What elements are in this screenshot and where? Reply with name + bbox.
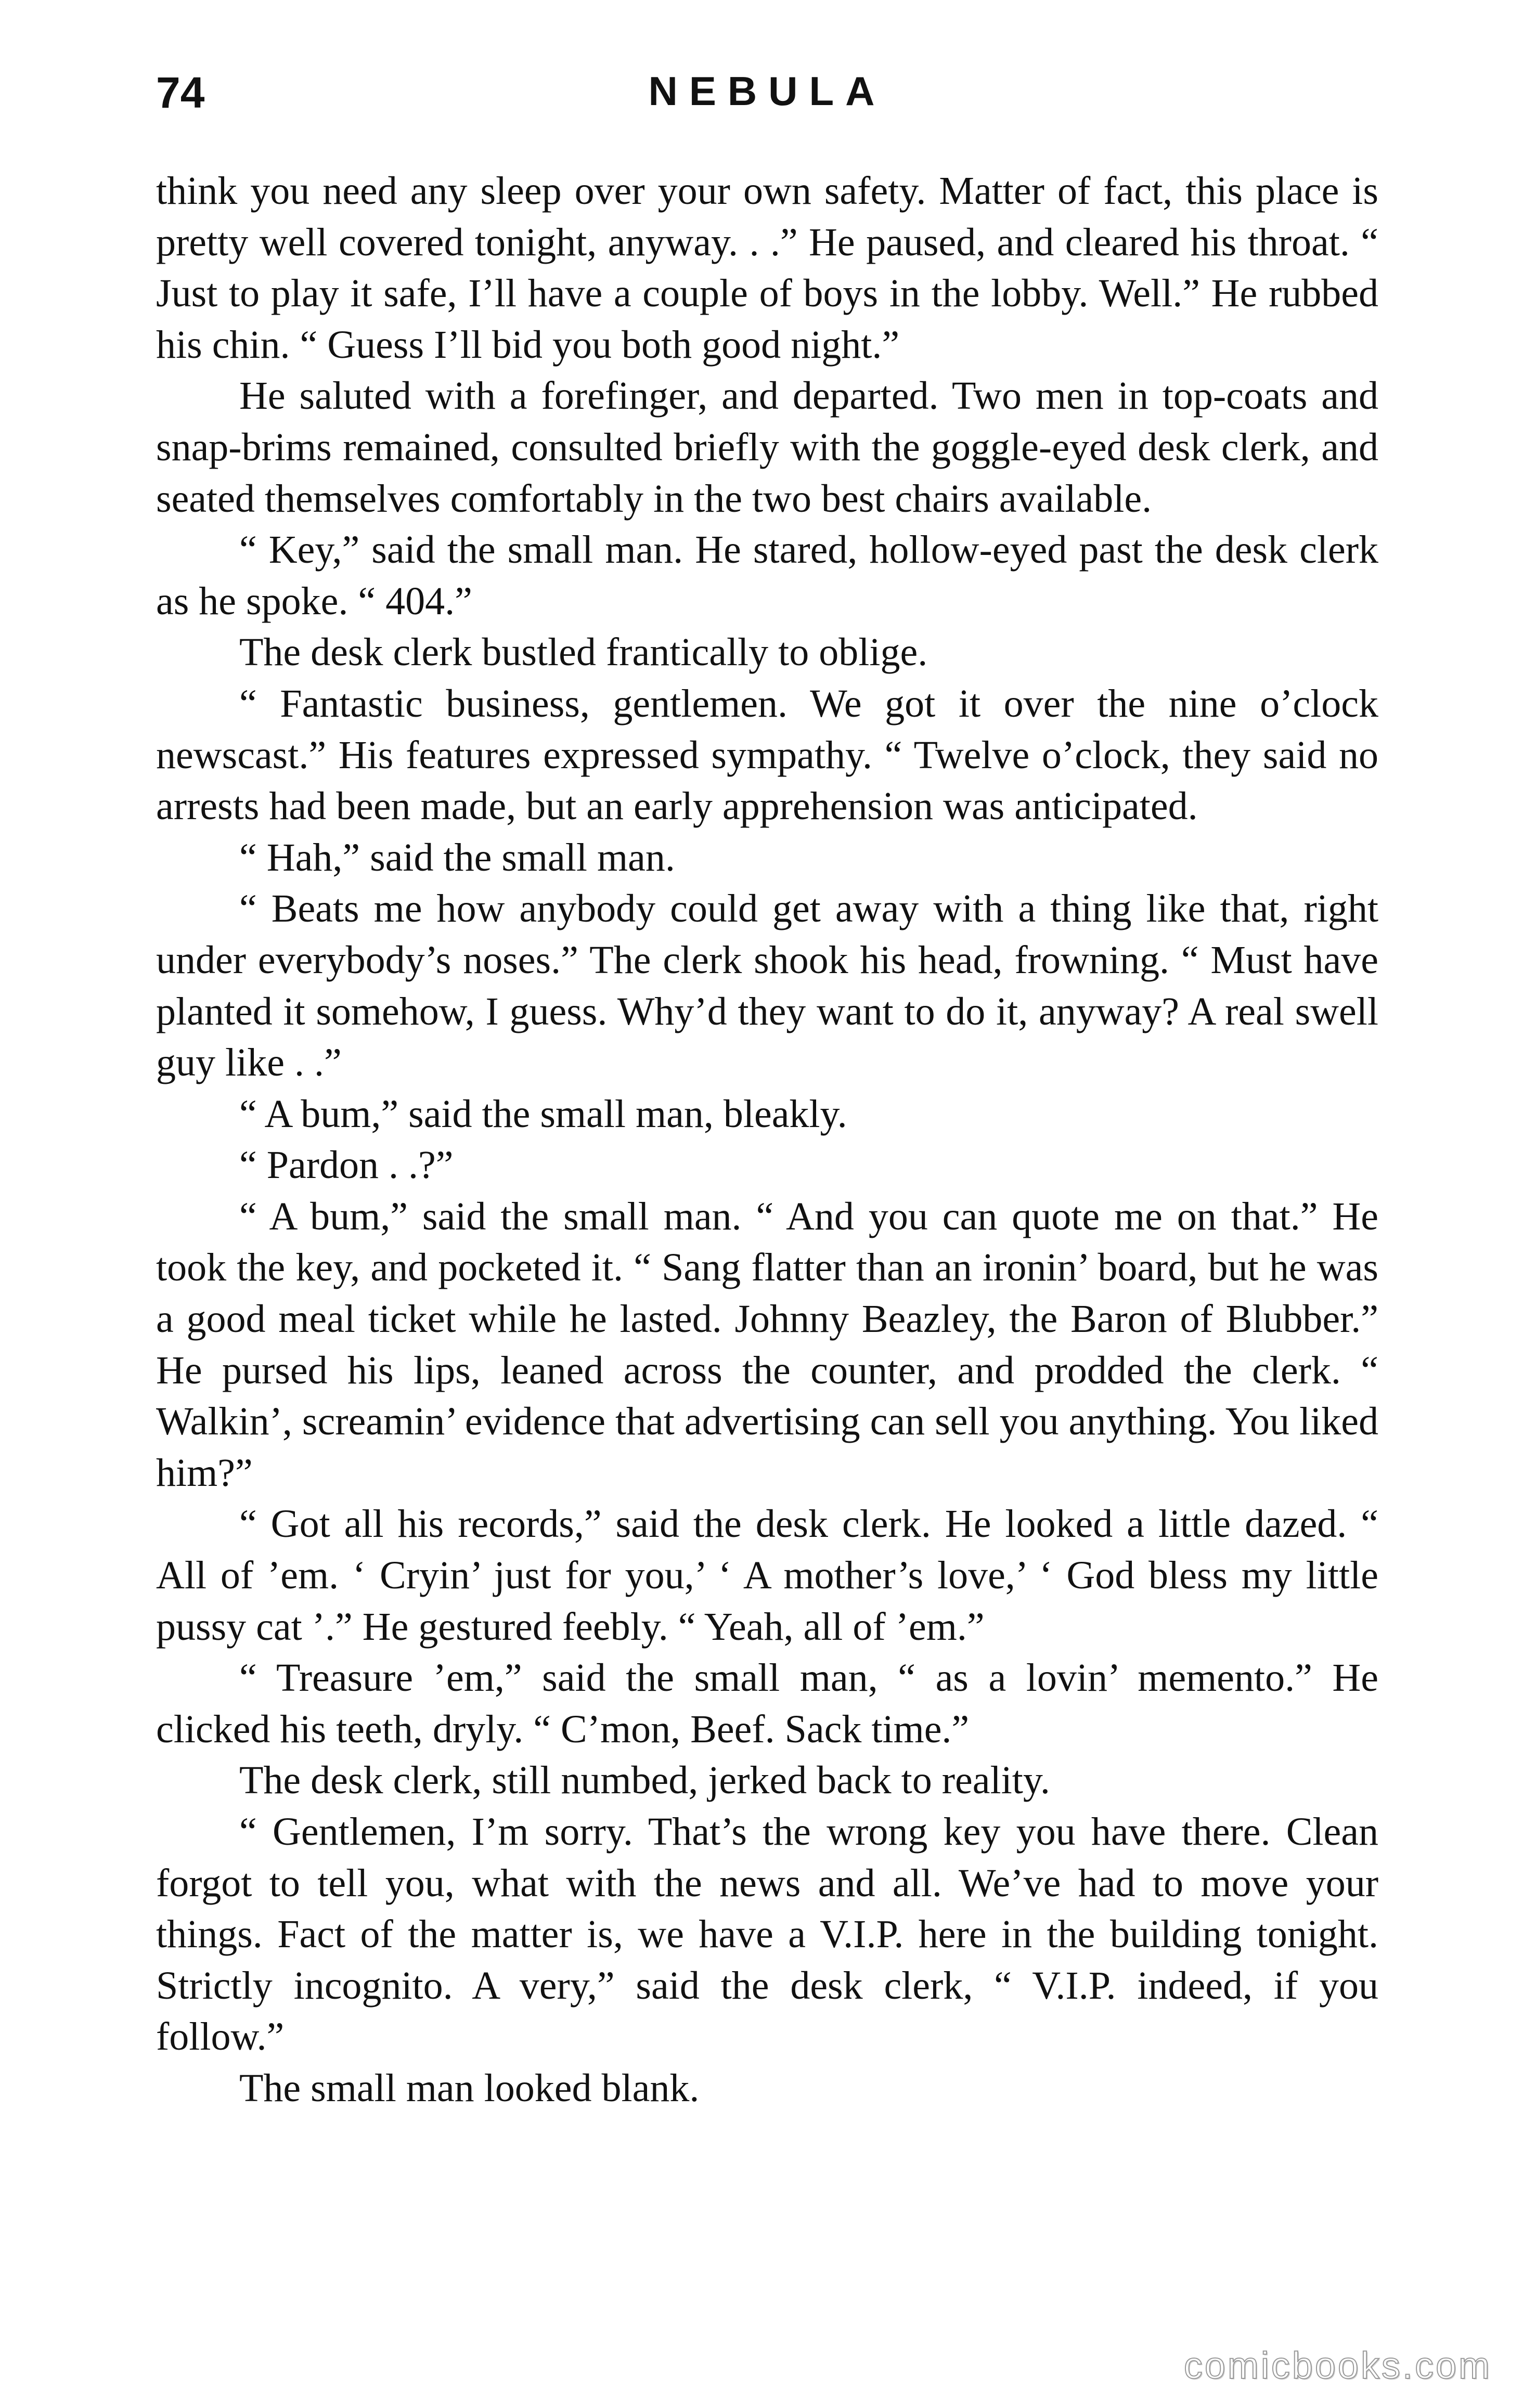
paragraph: The small man looked blank. (239, 2066, 700, 2110)
paragraph: The desk clerk, still numbed, jerked back to reality. (239, 1758, 1050, 1803)
running-title: NEBULA (648, 68, 886, 114)
page-number: 74 (156, 68, 205, 117)
paragraph: think you need any sleep over your own safety. Matter of fact, this place is pretty well covered tonight, anyway. . .” He paused, and cleared his throat. “ Just to play it safe, I’ll have a couple of boys in the lobby. Well.” He rubbed his chin. “ Guess I’ll bid you both good night.” (156, 169, 1378, 367)
paragraph: “ A bum,” said the small man. “ And you can quote me on that.” He took the key, and pocketed it. “ Sang flatter than an ironin’ board, but he was a good meal ticket while he lasted. Johnny Beazley, the Baron of Blubber.” He pursed his lips, leaned across the counter, and prodded the clerk. “ Walkin’, screamin’ evidence that advertising can sell you anything. You liked him?” (156, 1194, 1378, 1495)
body-text (156, 165, 1378, 2114)
paragraph: “ Pardon . .?” (239, 1143, 454, 1187)
paragraph: “ Beats me how anybody could get away with a thing like that, right under everybody’s noses.” The clerk shook his head, frowning. “ Must have planted it somehow, I guess. Why’d they want to do it, anyway? A real swell guy like . .” (156, 887, 1378, 1085)
page-header (156, 68, 1378, 135)
paragraph: “ Treasure ’em,” said the small man, “ as a lovin’ memento.” He clicked his teeth, dryly. “ C’mon, Beef. Sack time.” (156, 1656, 1378, 1751)
paragraph: “ Gentlemen, I’m sorry. That’s the wrong key you have there. Clean forgot to tell you, what with the news and all. We’ve had to move your things. Fact of the matter is, we have a V.I.P. here in the building tonight. Strictly incognito. A very,” said the desk clerk, “ V.I.P. indeed, if you follow.” (156, 1810, 1378, 2059)
watermark: comicbooks.com (1183, 2345, 1492, 2387)
paragraph: “ Hah,” said the small man. (239, 835, 675, 879)
paragraph: “ A bum,” said the small man, bleakly. (239, 1092, 847, 1136)
paragraph: He saluted with a forefinger, and departed. Two men in top-coats and snap-brims remained, consulted briefly with the goggle-eyed desk clerk, and seated themselves comfortably in the two best chairs available. (156, 374, 1378, 521)
paragraph: The desk clerk bustled frantically to oblige. (239, 630, 928, 675)
paragraph: “ Got all his records,” said the desk clerk. He looked a little dazed. “ All of ’em. ‘ Cryin’ just for you,’ ‘ A mother’s love,’ ‘ God bless my little pussy cat ’.” He gestured feebly. “ Yeah, all of ’em.” (156, 1502, 1378, 1649)
paragraph: “ Key,” said the small man. He stared, hollow-eyed past the desk clerk as he spoke. “ 404.” (156, 528, 1378, 623)
paragraph: “ Fantastic business, gentlemen. We got it over the nine o’clock newscast.” His features expressed sympathy. “ Twelve o’clock, they said no arrests had been made, but an early apprehension was anticipated. (156, 681, 1378, 828)
